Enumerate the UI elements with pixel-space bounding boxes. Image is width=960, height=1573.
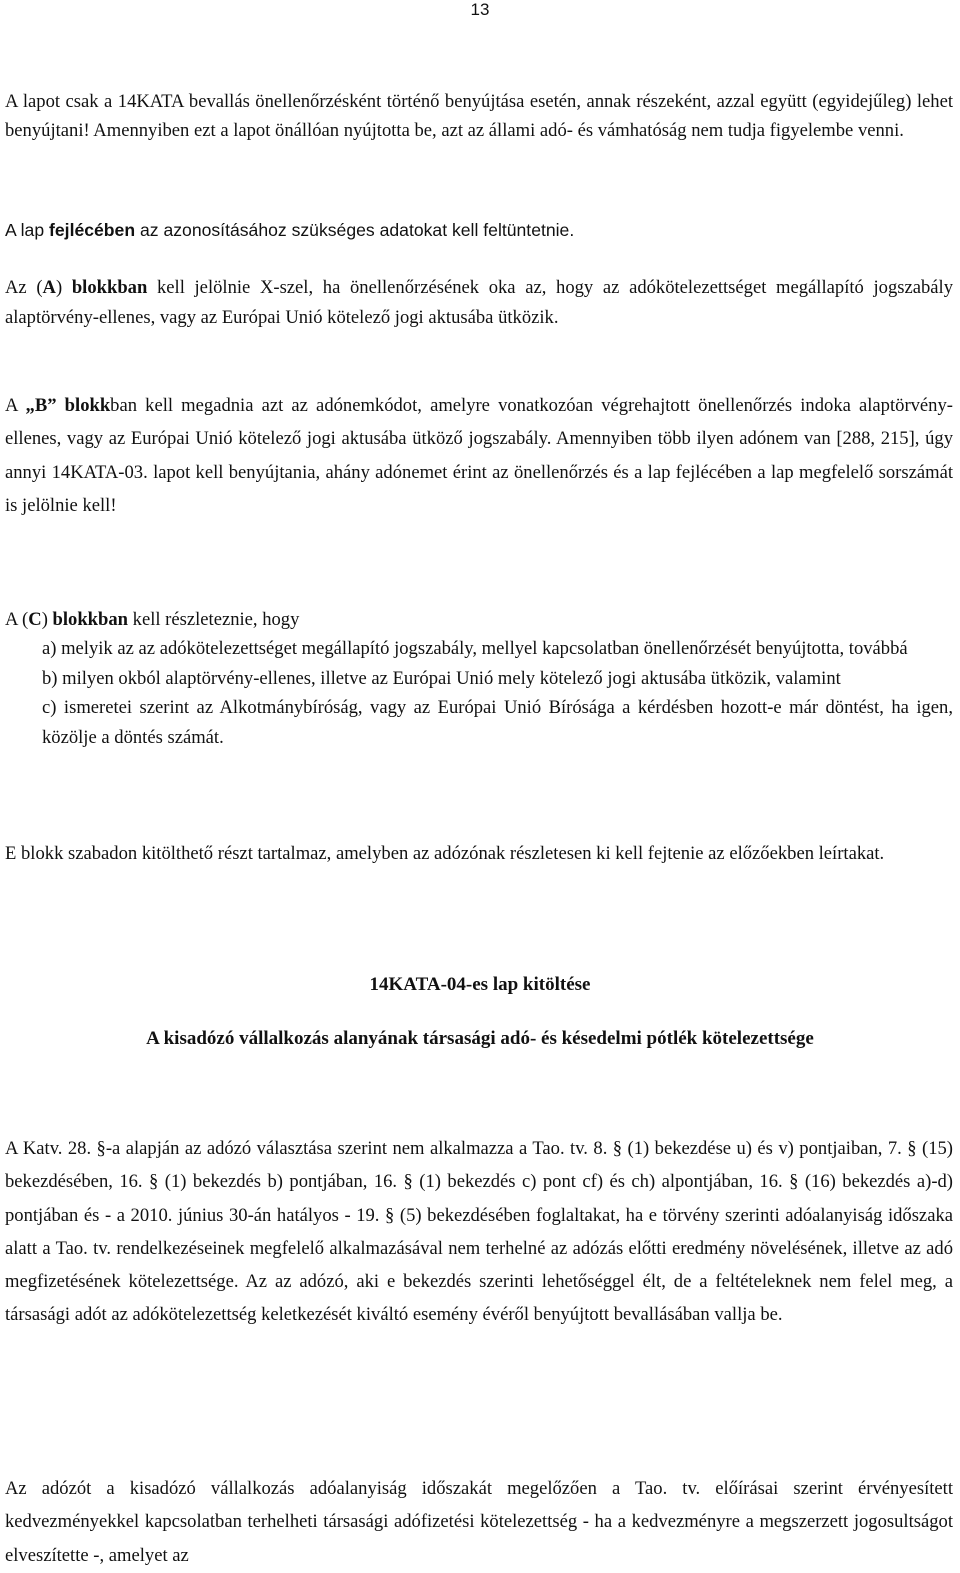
block-c-section: A (C) blokkban kell részleteznie, hogy a) melyik az az adókötelezettséget megállapító jogszabály, mellyel kapcsolatban önellenőrzését benyújtotta, továbbá b) milyen okból alaptörvény-ellenes, illetve az Európai Unió mely kötelező jogi aktusába ütközik, valamint c) ismeretei szerint az Alkotmánybíróság, vagy az Európai Unió Bírósága a kérdésben hozott-e már döntést, ha igen, közölje a döntés számát. bbox=[5, 605, 953, 752]
block-b-paragraph: A „B” blokkban kell megadnia azt az adónemkódot, amelyre vonatkozóan végrehajtott önellenőrzés indoka alaptörvény-ellenes, vagy az Európai Unió kötelező jogi aktusába ütköző jogszabály. Amennyiben több ilyen adónem van [288, 215], úgy annyi 14KATA-03. lapot kell benyújtania, ahány adónemet érint az önellenőrzés és a lap fejlécében a lap megfelelő sorszámát is jelölnie kell! bbox=[5, 395, 953, 516]
bold-fejleceben: fejlécében bbox=[49, 220, 136, 240]
header-instruction: A lap fejlécében az azonosításához szükséges adatokat kell feltüntetnie. bbox=[5, 220, 575, 240]
list-item: a) melyik az az adókötelezettséget megállapító jogszabály, mellyel kapcsolatban önellenőrzését benyújtotta, továbbá bbox=[42, 638, 908, 660]
intro-paragraph bbox=[5, 87, 953, 146]
section-title: 14KATA-04-es lap kitöltése bbox=[369, 974, 591, 995]
body-paragraph-1: A Katv. 28. §-a alapján az adózó választása szerint nem alkalmazza a Tao. tv. 8. § (1) bekezdése u) és v) pontjaiban, 7. § (15) bekezdésében, 16. § (1) bekezdés b) pontjában, 16. § (1) bekezdés c) pont cf) és ch) alpontjában, 16. § (16) bekezdés a)-d) pontjában és - a 2010. június 30-án hatályos - 19. § (5) bekezdésében foglaltakat, ha e törvény szerinti adóalanyiság időszaka alatt a Tao. tv. rendelkezéseinek megfelelő alkalmazásával nem terhelné az adózás előtti eredmény növelésének, illetve az adó megfizetésének kötelezettsége. Az az adózó, aki e bekezdés szerinti lehetőséggel élt, de a feltételeknek nem felel meg, a társasági adót az adókötelezettség keletkezését kiváltó esemény évéről benyújtott bevallásában vallja be. bbox=[5, 1138, 953, 1326]
list-item: b) milyen okból alaptörvény-ellenes, illetve az Európai Unió mely kötelező jogi aktusába ütközik, valamint bbox=[42, 667, 841, 689]
section-subtitle: A kisadózó vállalkozás alanyának társasági adó- és késedelmi pótlék kötelezettsége bbox=[146, 1028, 814, 1049]
intro-text: A lapot csak a 14KATA bevallás önellenőrzésként történő benyújtása esetén, annak részeként, azzal együtt (egyidejűleg) lehet benyújtani! Amennyiben ezt a lapot önállóan nyújtotta be, azt az állami adó- és vámhatóság nem tudja figyelembe venni. bbox=[5, 91, 953, 142]
block-a-paragraph: Az (A) blokkban kell jelölnie X-szel, ha önellenőrzésének oka az, hogy az adókötelezettséget megállapító jogszabály alaptörvény-ellenes, vagy az Európai Unió kötelező jogi aktusába ütközik. bbox=[5, 277, 953, 329]
list-item: c) ismeretei szerint az Alkotmánybíróság, vagy az Európai Unió Bírósága a kérdésben hozott-e már döntést, ha igen, közölje a döntés számát. bbox=[42, 697, 953, 748]
page-number: 13 bbox=[470, 0, 490, 19]
block-c-closing: E blokk szabadon kitölthető részt tartalmaz, amelyben az adózónak részletesen ki kell fejtenie az előzőekben leírtakat. bbox=[5, 843, 885, 864]
block-b-label: „B” blokk bbox=[25, 395, 111, 416]
body-paragraph-2: Az adózót a kisadózó vállalkozás adóalanyiság időszakát megelőzően a Tao. tv. előírásai szerint érvényesített kedvezményekkel kapcsolatban terhelheti társasági adófizetési kötelezettség - ha a kedvezményre a megszerzett jogosultságot elveszítette -, amelyet az bbox=[5, 1478, 953, 1566]
block-c-letter: C bbox=[28, 609, 42, 630]
block-a-letter: A bbox=[42, 277, 56, 298]
